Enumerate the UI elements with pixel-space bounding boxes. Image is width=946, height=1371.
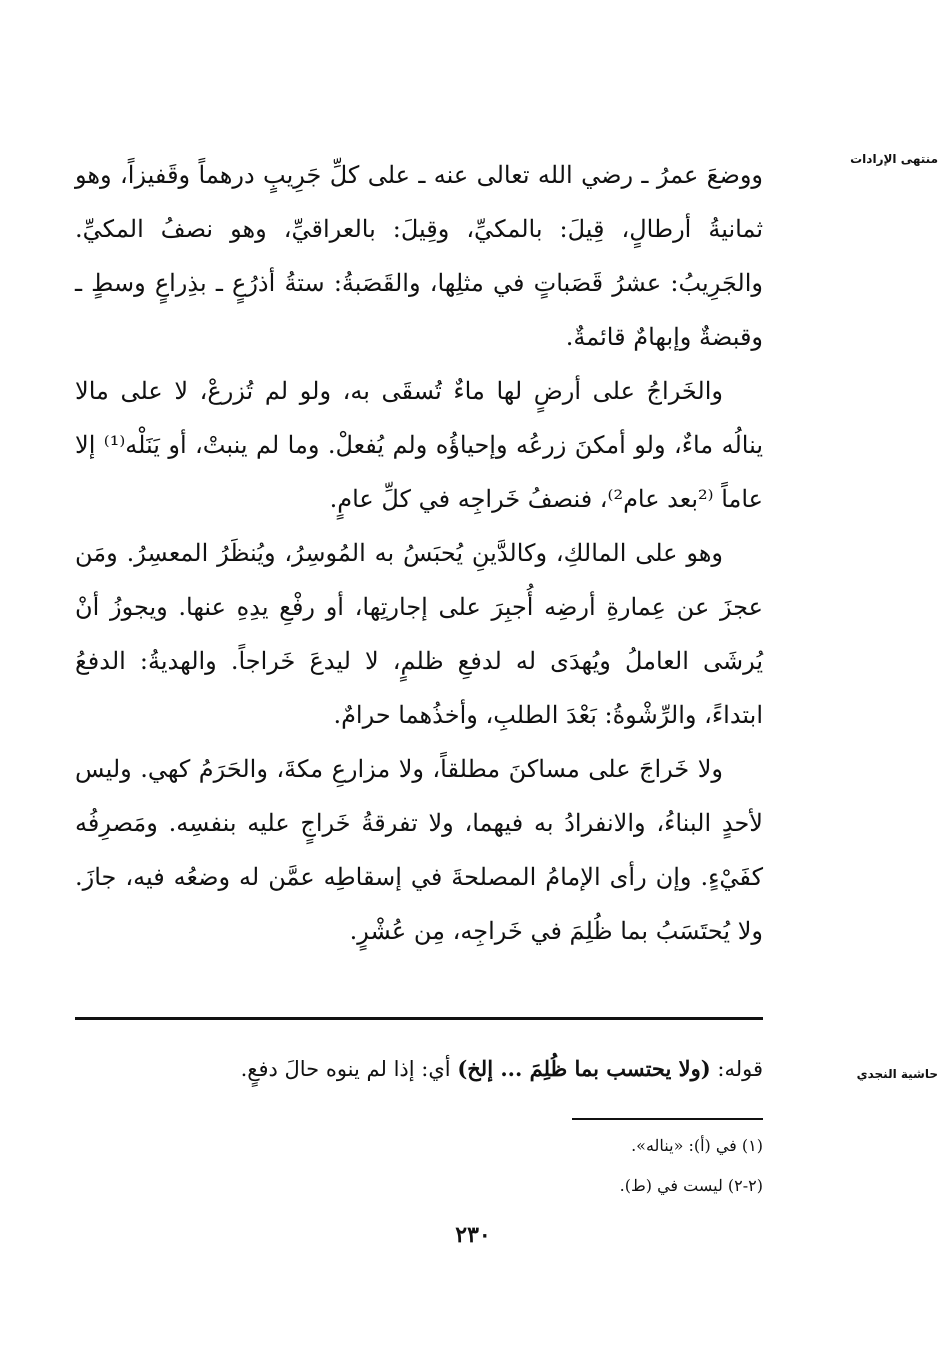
footnote-2: (٢-٢) ليست في (ط). [619,1176,763,1195]
paragraph-2: والخَراجُ على أرضٍ لها ماءٌ تُسقَى به، ولو لم تُزرعْ، لا على مالا ينالُه ماءٌ، ولو أمكنَ زرعُه وإحياؤُه ولم يُفعلْ. وما لم ينبتْ، أو يَنَلْه⁽¹⁾ إلا عاماً ⁽²بعد عام²⁾، فنصفُ خَراجِه في كلِّ عامٍ. [75,377,764,513]
footnote-1: (١) في (أ): «يناله». [631,1136,763,1155]
main-text [75,148,763,958]
paragraph-3: وهو على المالكِ، وكالدَّينِ يُحبَسُ به المُوسِرُ، ويُنظَرُ المعسِرُ. ومَن عجزَ عن عِمارةِ أرضِه أُجبِرَ على إجارتِها، أو رفْعِ يدِهِ عنها. ويجوزُ أنْ يُرشَى العاملُ ويُهدَى له لدفعِ ظلمٍ، لا ليدعَ خَراجاً. والهديةُ: الدفعُ ابتداءً، والرِّشْوةُ: بَعْدَ الطلبِ، وأخذُهما حرامٌ. [75,539,763,729]
book-title-margin: منتهى الإرادات [850,152,938,166]
hashiya-prefix: قوله: [710,1057,763,1081]
hashiya-rest: أي: إذا لم ينوه حالَ دفعٍ. [240,1057,458,1081]
hashiya-commentary [140,1052,763,1086]
paragraph-4: ولا خَراجَ على مساكنَ مطلقاً، ولا مزارعِ مكةَ، والحَرَمُ كهي. وليس لأحدٍ البناءُ، والانفرادُ به فيهما، ولا تفرقةُ خَراجٍ عليه بنفسِه. ومَصرِفُه كفَيْءٍ. وإن رأى الإمامُ المصلحةَ في إسقاطِه عمَّن له وضعُه فيه، جازَ. ولا يُحتَسَبُ بما ظُلِمَ في خَراجِه، مِن عُشْرٍ. [75,755,763,945]
commentary-title-margin: حاشية النجدي [856,1067,938,1081]
page-number: ٢٣٠ [455,1222,491,1248]
footnote-divider [572,1118,763,1120]
footnotes [400,1126,763,1206]
main-text-divider [75,1017,763,1020]
paragraph-1: ووضعَ عمرُ ـ رضي الله تعالى عنه ـ على كلِّ جَرِيبٍ درهماً وقَفيزاً، وهو ثمانيةُ أرطالٍ، قِيلَ: بالمكيِّ، وقِيلَ: بالعراقيِّ، وهو نصفُ المكيِّ. والجَرِيبُ: عشرُ قَصَباتٍ في مثلِها، والقَصَبةُ: ستةُ أذرُعٍ ـ بذِراعٍ وسطٍ ـ وقبضةٌ وإبهامٌ قائمةٌ. [75,161,763,351]
hashiya-quote: (ولا يحتسب بما ظُلِمَ ... إلخ) [457,1056,711,1081]
